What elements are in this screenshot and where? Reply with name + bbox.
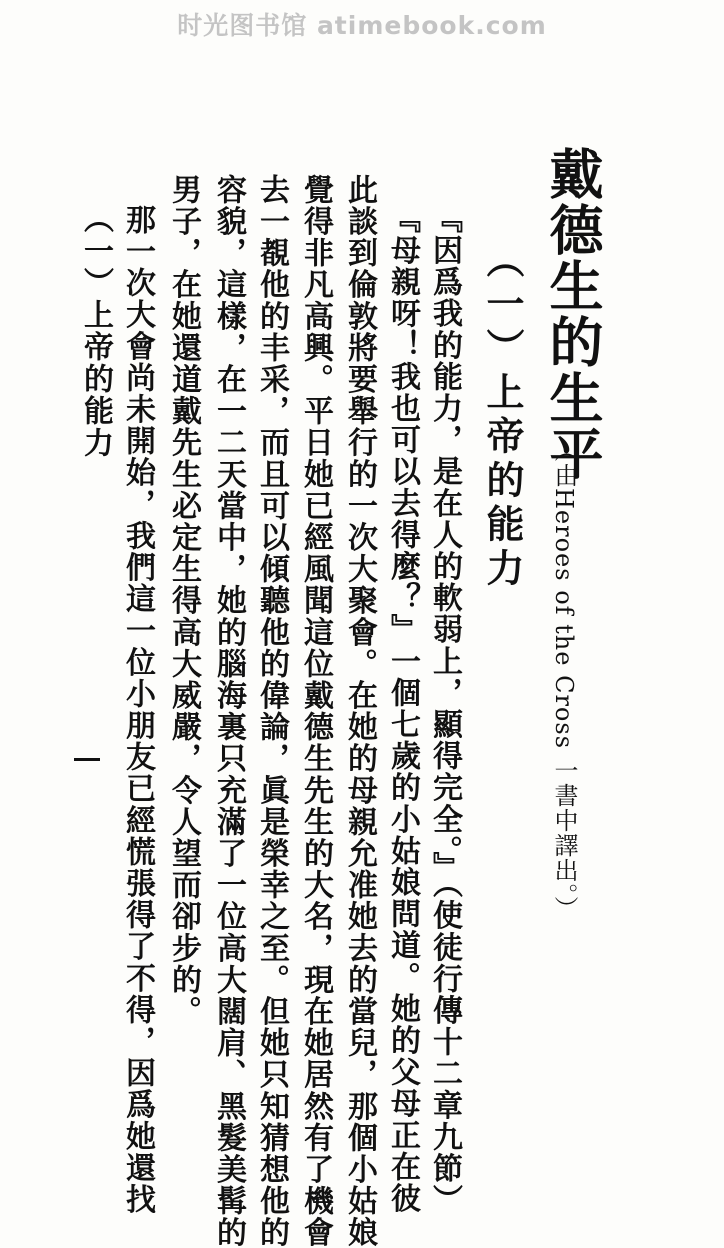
body-column-3: 此談到倫敦將要舉行的一次大聚會。在她的母親允准她去的當兒，那個小姑娘 [342, 174, 377, 1248]
body-column-1: 『因爲我的能力，是在人的軟弱上，顯得完全。』（使徒行傳十二章九節） [427, 203, 462, 1216]
watermark: 时光图书馆 atimebook.com [177, 11, 547, 40]
body-column-7: 男子，在她還道戴先生必定生得高大威嚴，令人望而卻步的。 [166, 174, 201, 1028]
body-column-8: 那一次大會尚未開始，我們這一位小朋友已經慌張得了不得，因爲她還找 [120, 204, 155, 1216]
body-column-2: 『母親呀！我也可以去得麼？』一個七歲的小姑娘問道。她的父母正在彼 [385, 203, 420, 1215]
body-column-4: 覺得非凡高興。平日她已經風聞這位戴德生先生的大名，現在她居然有了機會 [298, 174, 333, 1248]
body-column-6: 容貌，這樣，在一二天當中，她的腦海裏只充滿了一位高大闊肩、黑髮美髯的 [211, 174, 246, 1248]
subtitle: （由Heroes of the Cross 一書中譯出。） [550, 438, 578, 921]
folio-mark [74, 758, 100, 761]
page-title: 戴德生的生平 [541, 146, 605, 482]
body-column-5: 去一覩他的丰采，而且可以傾聽他的偉論，眞是榮幸之至。但她只知猜想他的 [254, 174, 289, 1248]
section-heading: （一）上帝的能力 [480, 240, 525, 592]
margin-section-label: （一）上帝的能力 [78, 203, 113, 459]
